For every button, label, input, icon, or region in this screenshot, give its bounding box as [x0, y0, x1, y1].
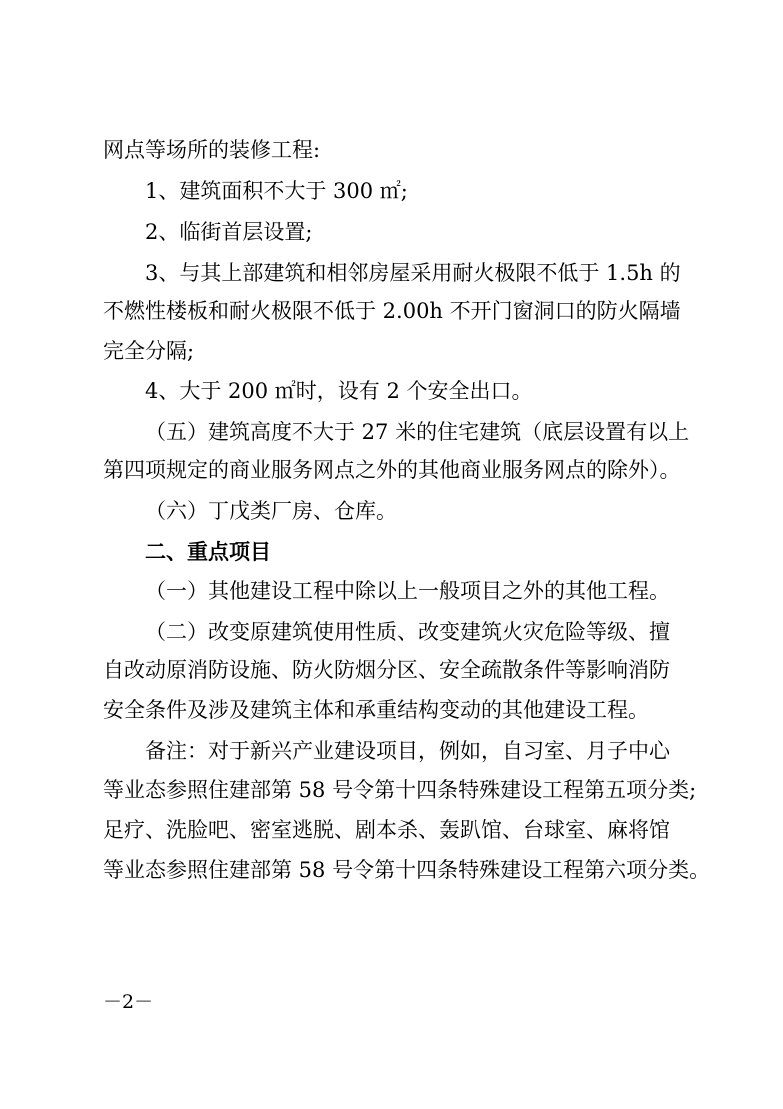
- note-text: 足疗、洗脸吧、密室逃脱、剧本杀、轰趴馆、台球室、麻将馆: [103, 818, 670, 842]
- list-item: （一）其他建设工程中除以上一般项目之外的其他工程。: [145, 579, 670, 603]
- body-text-line: 完全分隔;: [103, 339, 195, 363]
- body-text-line: 自改动原消防设施、防火防烟分区、安全疏散条件等影响消防: [103, 658, 670, 682]
- note-text: 等业态参照住建部第 58 号令第十四条特殊建设工程第五项分类;: [103, 778, 697, 802]
- body-text-line: 不燃性楼板和耐火极限不低于 2.00h 不开门窗洞口的防火隔墙: [103, 299, 681, 323]
- section-heading: 二、重点项目: [145, 540, 271, 564]
- list-item: （二）改变原建筑使用性质、改变建筑火灾危险等级、擅: [145, 620, 670, 644]
- list-item: （五）建筑高度不大于 27 米的住宅建筑（底层设置有以上: [145, 420, 690, 444]
- list-item: 2、临街首层设置;: [145, 220, 313, 244]
- list-item: 1、建筑面积不大于 300 ㎡;: [145, 179, 408, 203]
- body-text-line: 网点等场所的装修工程:: [103, 138, 321, 162]
- note-text: 备注：对于新兴产业建设项目，例如，自习室、月子中心: [145, 739, 670, 763]
- page-number: －2－: [103, 991, 154, 1013]
- list-item: （六）丁戊类厂房、仓库。: [145, 499, 397, 523]
- list-item: 3、与其上部建筑和相邻房屋采用耐火极限不低于 1.5h 的: [145, 261, 681, 285]
- note-text: 等业态参照住建部第 58 号令第十四条特殊建设工程第六项分类。: [103, 858, 711, 882]
- body-text-line: 第四项规定的商业服务网点之外的其他商业服务网点的除外）。: [103, 458, 681, 482]
- list-item: 4、大于 200 ㎡时，设有 2 个安全出口。: [145, 379, 533, 403]
- body-text-line: 安全条件及涉及建筑主体和承重结构变动的其他建设工程。: [103, 698, 649, 722]
